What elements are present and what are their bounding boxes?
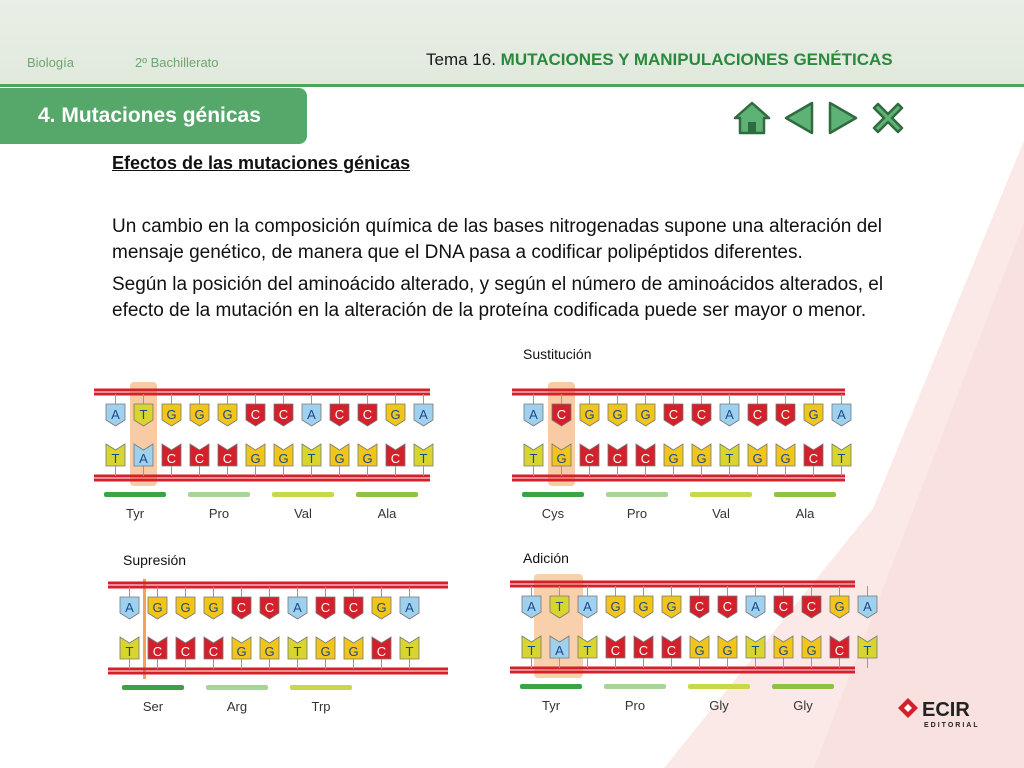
base-bottom-letter: T bbox=[307, 451, 316, 466]
dna-backbone bbox=[510, 671, 855, 674]
base-bottom-letter: C bbox=[166, 451, 177, 466]
base-bottom-letter: G bbox=[668, 451, 679, 466]
dna-diagram-supresion-svg bbox=[108, 575, 448, 725]
base-top-letter: T bbox=[555, 599, 564, 614]
amino-acid-bar bbox=[606, 492, 668, 497]
base-top-letter: A bbox=[111, 407, 120, 422]
amino-acid-bar bbox=[522, 492, 584, 497]
previous-icon[interactable] bbox=[782, 100, 816, 136]
dna-backbone bbox=[108, 582, 448, 585]
amino-acid-label: Tyr bbox=[125, 506, 145, 521]
base-bottom-letter: G bbox=[348, 644, 359, 659]
base-top-letter: T bbox=[139, 407, 148, 422]
page-title-main: MUTACIONES Y MANIPULACIONES GENÉTICAS bbox=[500, 50, 893, 69]
base-bottom-letter: G bbox=[264, 644, 275, 659]
amino-acid-bar bbox=[188, 492, 250, 497]
base-bottom-letter: A bbox=[139, 451, 148, 466]
base-top-letter: A bbox=[583, 599, 592, 614]
base-top-letter: G bbox=[152, 600, 163, 615]
dna-diagram-original bbox=[94, 382, 430, 532]
base-bottom-letter: C bbox=[640, 451, 651, 466]
base-top-letter: A bbox=[405, 600, 414, 615]
dna-backbone bbox=[512, 389, 845, 392]
base-top-letter: C bbox=[780, 407, 791, 422]
base-top-letter: C bbox=[696, 407, 707, 422]
base-top-letter: A bbox=[837, 407, 846, 422]
paragraph-2 bbox=[112, 272, 902, 324]
amino-acid-bar bbox=[772, 684, 834, 689]
dna-backbone bbox=[512, 479, 845, 482]
amino-acid-label: Tyr bbox=[541, 698, 561, 713]
logo-name: ECIR bbox=[922, 699, 970, 721]
base-top-letter: G bbox=[166, 407, 177, 422]
base-bottom-letter: G bbox=[780, 451, 791, 466]
dna-backbone bbox=[510, 581, 855, 584]
label-supresion: Supresión bbox=[123, 552, 187, 568]
dna-backbone bbox=[510, 585, 855, 588]
amino-acid-label: Val bbox=[712, 506, 730, 521]
base-top-letter: C bbox=[264, 600, 275, 615]
base-top-letter: A bbox=[863, 599, 872, 614]
base-bottom-letter: C bbox=[180, 644, 191, 659]
base-bottom-letter: C bbox=[612, 451, 623, 466]
base-top-letter: G bbox=[180, 600, 191, 615]
base-top-letter: G bbox=[610, 599, 621, 614]
base-top-letter: G bbox=[640, 407, 651, 422]
amino-acid-bar bbox=[690, 492, 752, 497]
amino-acid-label: Pro bbox=[624, 698, 646, 713]
base-top-letter: C bbox=[668, 407, 679, 422]
publisher-logo bbox=[896, 696, 992, 732]
base-bottom-letter: T bbox=[405, 644, 414, 659]
amino-acid-bar bbox=[774, 492, 836, 497]
base-bottom-letter: G bbox=[696, 451, 707, 466]
amino-acid-label: Trp bbox=[311, 699, 331, 714]
amino-acid-label: Ala bbox=[795, 506, 815, 521]
page-title bbox=[426, 50, 893, 70]
amino-acid-label: Pro bbox=[626, 506, 648, 521]
dna-diagram-original-svg bbox=[94, 382, 430, 532]
base-top-letter: C bbox=[778, 599, 789, 614]
logo-sub: EDITORIAL bbox=[924, 722, 980, 729]
base-bottom-letter: C bbox=[222, 451, 233, 466]
base-top-letter: C bbox=[334, 407, 345, 422]
base-top-letter: G bbox=[222, 407, 233, 422]
ecir-logo-icon bbox=[896, 696, 992, 732]
dna-backbone bbox=[108, 668, 448, 671]
amino-acid-bar bbox=[104, 492, 166, 497]
base-top-letter: A bbox=[751, 599, 760, 614]
base-bottom-letter: C bbox=[808, 451, 819, 466]
amino-acid-bar bbox=[520, 684, 582, 689]
section-title: 4. Mutaciones génicas bbox=[0, 88, 307, 144]
amino-acid-bar bbox=[290, 685, 352, 690]
base-bottom-letter: T bbox=[837, 451, 846, 466]
base-bottom-letter: G bbox=[694, 643, 705, 658]
amino-acid-bar bbox=[604, 684, 666, 689]
amino-acid-label: Cys bbox=[541, 506, 565, 521]
amino-acid-bar bbox=[356, 492, 418, 497]
mutation-highlight bbox=[534, 574, 583, 678]
close-icon[interactable] bbox=[870, 100, 906, 136]
base-bottom-letter: T bbox=[293, 644, 302, 659]
base-bottom-letter: G bbox=[362, 451, 373, 466]
paragraph-1-text: Un cambio en la composición química de las bases nitrogenadas supone una alteración del mensaje genético, de manera que el DNA pasa a codificar polipéptidos diferentes. bbox=[112, 216, 882, 263]
base-bottom-letter: T bbox=[527, 643, 536, 658]
home-icon[interactable] bbox=[732, 100, 772, 136]
base-top-letter: A bbox=[527, 599, 536, 614]
base-bottom-letter: T bbox=[863, 643, 872, 658]
base-top-letter: G bbox=[390, 407, 401, 422]
base-bottom-letter: T bbox=[751, 643, 760, 658]
base-top-letter: C bbox=[694, 599, 705, 614]
header-divider bbox=[0, 84, 1024, 87]
slide-navigation bbox=[732, 100, 906, 136]
amino-acid-bar bbox=[122, 685, 184, 690]
base-top-letter: A bbox=[419, 407, 428, 422]
base-bottom-letter: T bbox=[725, 451, 734, 466]
dna-backbone bbox=[108, 586, 448, 589]
base-top-letter: G bbox=[834, 599, 845, 614]
base-bottom-letter: C bbox=[376, 644, 387, 659]
base-top-letter: C bbox=[320, 600, 331, 615]
amino-acid-bar bbox=[272, 492, 334, 497]
base-bottom-letter: C bbox=[208, 644, 219, 659]
base-bottom-letter: G bbox=[752, 451, 763, 466]
dna-backbone bbox=[94, 479, 430, 482]
paragraph-2-text: Según la posición del aminoácido alterado, y según el número de aminoácidos alterados, el efecto de la mutación en la alteración de la proteína codificada puede ser mayor o menor. bbox=[112, 274, 884, 321]
dna-diagram-sustitucion-svg bbox=[512, 382, 845, 532]
header-subject: Biología bbox=[27, 55, 74, 70]
base-top-letter: C bbox=[278, 407, 289, 422]
base-bottom-letter: T bbox=[111, 451, 120, 466]
dna-backbone bbox=[94, 389, 430, 392]
base-bottom-letter: C bbox=[152, 644, 163, 659]
content-subtitle: Efectos de las mutaciones génicas bbox=[112, 153, 411, 173]
base-bottom-letter: A bbox=[555, 643, 564, 658]
dna-diagram-adicion bbox=[510, 574, 872, 724]
base-top-letter: A bbox=[307, 407, 316, 422]
base-top-letter: C bbox=[752, 407, 763, 422]
base-top-letter: C bbox=[556, 407, 567, 422]
base-bottom-letter: C bbox=[194, 451, 205, 466]
base-bottom-letter: T bbox=[529, 451, 538, 466]
base-bottom-letter: G bbox=[320, 644, 331, 659]
base-bottom-letter: G bbox=[806, 643, 817, 658]
label-adicion: Adición bbox=[523, 550, 569, 566]
base-top-letter: A bbox=[293, 600, 302, 615]
base-bottom-letter: C bbox=[638, 643, 649, 658]
base-bottom-letter: C bbox=[390, 451, 401, 466]
amino-acid-label: Ser bbox=[142, 699, 164, 714]
base-top-letter: C bbox=[362, 407, 373, 422]
paragraph-1 bbox=[112, 188, 902, 266]
base-bottom-letter: C bbox=[584, 451, 595, 466]
base-top-letter: G bbox=[638, 599, 649, 614]
base-top-letter: G bbox=[208, 600, 219, 615]
base-bottom-letter: G bbox=[722, 643, 733, 658]
next-icon[interactable] bbox=[826, 100, 860, 136]
amino-acid-label: Gly bbox=[793, 698, 813, 713]
dna-backbone bbox=[108, 672, 448, 675]
dna-diagram-supresion bbox=[108, 575, 448, 725]
amino-acid-label: Pro bbox=[208, 506, 230, 521]
header-level: 2º Bachillerato bbox=[135, 55, 219, 70]
base-top-letter: G bbox=[584, 407, 595, 422]
base-bottom-letter: T bbox=[419, 451, 428, 466]
page-title-prefix: Tema 16. bbox=[426, 50, 501, 69]
base-top-letter: C bbox=[236, 600, 247, 615]
header-background bbox=[0, 0, 1024, 86]
base-bottom-letter: G bbox=[236, 644, 247, 659]
base-top-letter: C bbox=[250, 407, 261, 422]
base-top-letter: G bbox=[666, 599, 677, 614]
base-top-letter: C bbox=[806, 599, 817, 614]
base-top-letter: A bbox=[125, 600, 134, 615]
base-bottom-letter: C bbox=[834, 643, 845, 658]
label-sustitucion: Sustitución bbox=[523, 346, 592, 362]
dna-diagram-adicion-svg bbox=[510, 574, 872, 724]
base-bottom-letter: G bbox=[556, 451, 567, 466]
amino-acid-label: Val bbox=[294, 506, 312, 521]
base-bottom-letter: G bbox=[334, 451, 345, 466]
base-top-letter: C bbox=[348, 600, 359, 615]
amino-acid-label: Ala bbox=[377, 506, 397, 521]
amino-acid-bar bbox=[206, 685, 268, 690]
base-top-letter: G bbox=[808, 407, 819, 422]
dna-diagram-sustitucion bbox=[512, 382, 845, 532]
base-bottom-letter: G bbox=[250, 451, 261, 466]
amino-acid-bar bbox=[688, 684, 750, 689]
dna-backbone bbox=[94, 475, 430, 478]
base-bottom-letter: C bbox=[610, 643, 621, 658]
base-top-letter: G bbox=[612, 407, 623, 422]
deletion-marker bbox=[143, 579, 146, 679]
dna-backbone bbox=[94, 393, 430, 396]
base-top-letter: C bbox=[722, 599, 733, 614]
amino-acid-label: Gly bbox=[709, 698, 729, 713]
base-top-letter: G bbox=[376, 600, 387, 615]
base-bottom-letter: T bbox=[125, 644, 134, 659]
base-bottom-letter: T bbox=[583, 643, 592, 658]
amino-acid-label: Arg bbox=[226, 699, 248, 714]
base-bottom-letter: G bbox=[278, 451, 289, 466]
dna-backbone bbox=[510, 667, 855, 670]
base-top-letter: A bbox=[529, 407, 538, 422]
base-top-letter: G bbox=[194, 407, 205, 422]
base-bottom-letter: C bbox=[666, 643, 677, 658]
base-bottom-letter: G bbox=[778, 643, 789, 658]
base-top-letter: A bbox=[725, 407, 734, 422]
